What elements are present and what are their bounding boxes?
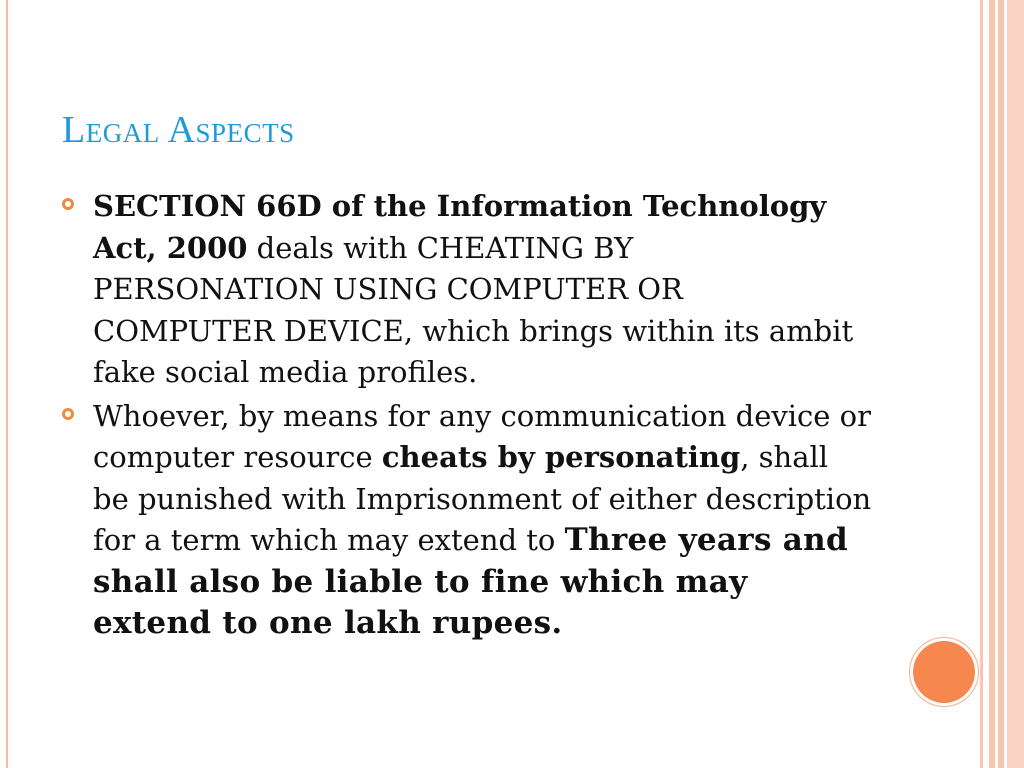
left-border-line bbox=[6, 0, 8, 768]
bullet-text: deals with CHEATING BY PERSONATION USING COMPUTER OR COMPUTER DEVICE, which brings within its ambit fake social media profiles. bbox=[93, 230, 854, 389]
bullet-text: , shall be punished with Imprisonment of either description for a term which may extend to bbox=[93, 440, 872, 557]
bullet-punishment bbox=[62, 396, 872, 645]
decorative-orange-circle bbox=[913, 641, 975, 703]
bullet-text-bold: cheats by personating bbox=[381, 440, 741, 474]
bullet-list bbox=[62, 186, 872, 647]
bullet-text: Whoever, by means for any communication device or computer resource bbox=[93, 398, 871, 474]
bullet-text-bold: SECTION 66D of the Information Technology Act, 2000 bbox=[93, 189, 827, 265]
bullet-section-66d bbox=[62, 186, 872, 394]
bullet-ring-icon bbox=[62, 408, 74, 420]
bullet-text-bold-emphasis: Three years and shall also be liable to fine which may extend to one lakh rupees. bbox=[93, 522, 848, 641]
right-decorative-border bbox=[980, 0, 1024, 768]
slide-title: Legal Aspects bbox=[62, 109, 295, 151]
bullet-ring-icon bbox=[62, 198, 74, 210]
